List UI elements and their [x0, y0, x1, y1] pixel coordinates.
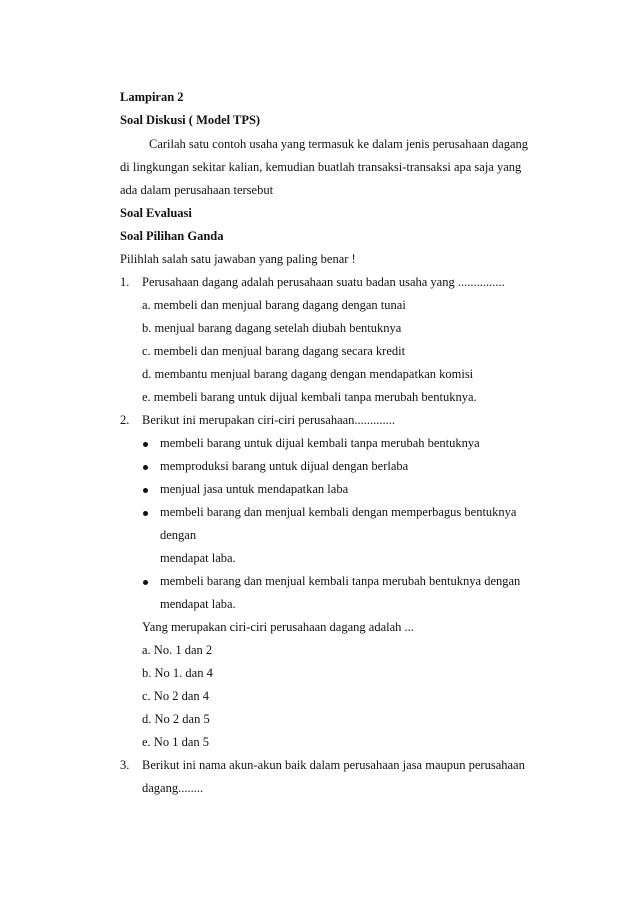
appendix-heading: Lampiran 2 [120, 90, 184, 104]
instruction-text: Pilihlah salah satu jawaban yang paling benar ! [120, 252, 356, 266]
question-text: Perusahaan dagang adalah perusahaan suatu badan usaha yang ............... [142, 275, 505, 289]
bullet-icon [143, 442, 148, 447]
answer-option: c. membeli dan menjual barang dagang secara kredit [142, 344, 406, 358]
question-text: Berikut ini merupakan ciri-ciri perusahaan............. [142, 413, 396, 427]
statement-item: membeli barang dan menjual kembali dengan memperbagus bentuknya [160, 505, 517, 519]
answer-option: e. No 1 dan 5 [142, 735, 209, 749]
bullet-icon [143, 580, 148, 585]
statement-item: memproduksi barang untuk dijual dengan berlaba [160, 459, 409, 473]
question-prompt: Yang merupakan ciri-ciri perusahaan dagang adalah ... [142, 620, 414, 634]
bullet-icon [143, 465, 148, 470]
bullet-icon [143, 511, 148, 516]
statement-item: membeli barang dan menjual kembali tanpa merubah bentuknya dengan [160, 574, 521, 588]
question-number: 3. [120, 758, 130, 772]
answer-option: c. No 2 dan 4 [142, 689, 209, 703]
question-number: 2. [120, 413, 130, 427]
answer-option: a. membeli dan menjual barang dagang dengan tunai [142, 298, 406, 312]
answer-option: d. membantu menjual barang dagang dengan mendapatkan komisi [142, 367, 474, 381]
answer-option: e. membeli barang untuk dijual kembali tanpa merubah bentuknya. [142, 390, 477, 404]
evaluation-title: Soal Evaluasi [120, 206, 192, 220]
question-text-continuation: dagang........ [142, 781, 204, 795]
statement-item-continuation: dengan [160, 528, 197, 542]
answer-option: a. No. 1 dan 2 [142, 643, 213, 657]
discussion-line: di lingkungan sekitar kalian, kemudian buatlah transaksi-transaksi apa saja yang [120, 160, 522, 174]
statement-item-continuation: mendapat laba. [160, 551, 236, 565]
multiple-choice-title: Soal Pilihan Ganda [120, 229, 224, 243]
discussion-line: ada dalam perusahaan tersebut [120, 183, 274, 197]
statement-item: menjual jasa untuk mendapatkan laba [160, 482, 349, 496]
answer-option: d. No 2 dan 5 [142, 712, 210, 726]
answer-option: b. menjual barang dagang setelah diubah bentuknya [142, 321, 402, 335]
bullet-icon [143, 488, 148, 493]
question-number: 1. [120, 275, 130, 289]
discussion-line: Carilah satu contoh usaha yang termasuk ke dalam jenis perusahaan dagang [149, 137, 529, 151]
statement-item-continuation: mendapat laba. [160, 597, 236, 611]
answer-option: b. No 1. dan 4 [142, 666, 213, 680]
discussion-title: Soal Diskusi ( Model TPS) [120, 113, 261, 127]
question-text: Berikut ini nama akun-akun baik dalam perusahaan jasa maupun perusahaan [142, 758, 525, 772]
statement-item: membeli barang untuk dijual kembali tanpa merubah bentuknya [160, 436, 480, 450]
